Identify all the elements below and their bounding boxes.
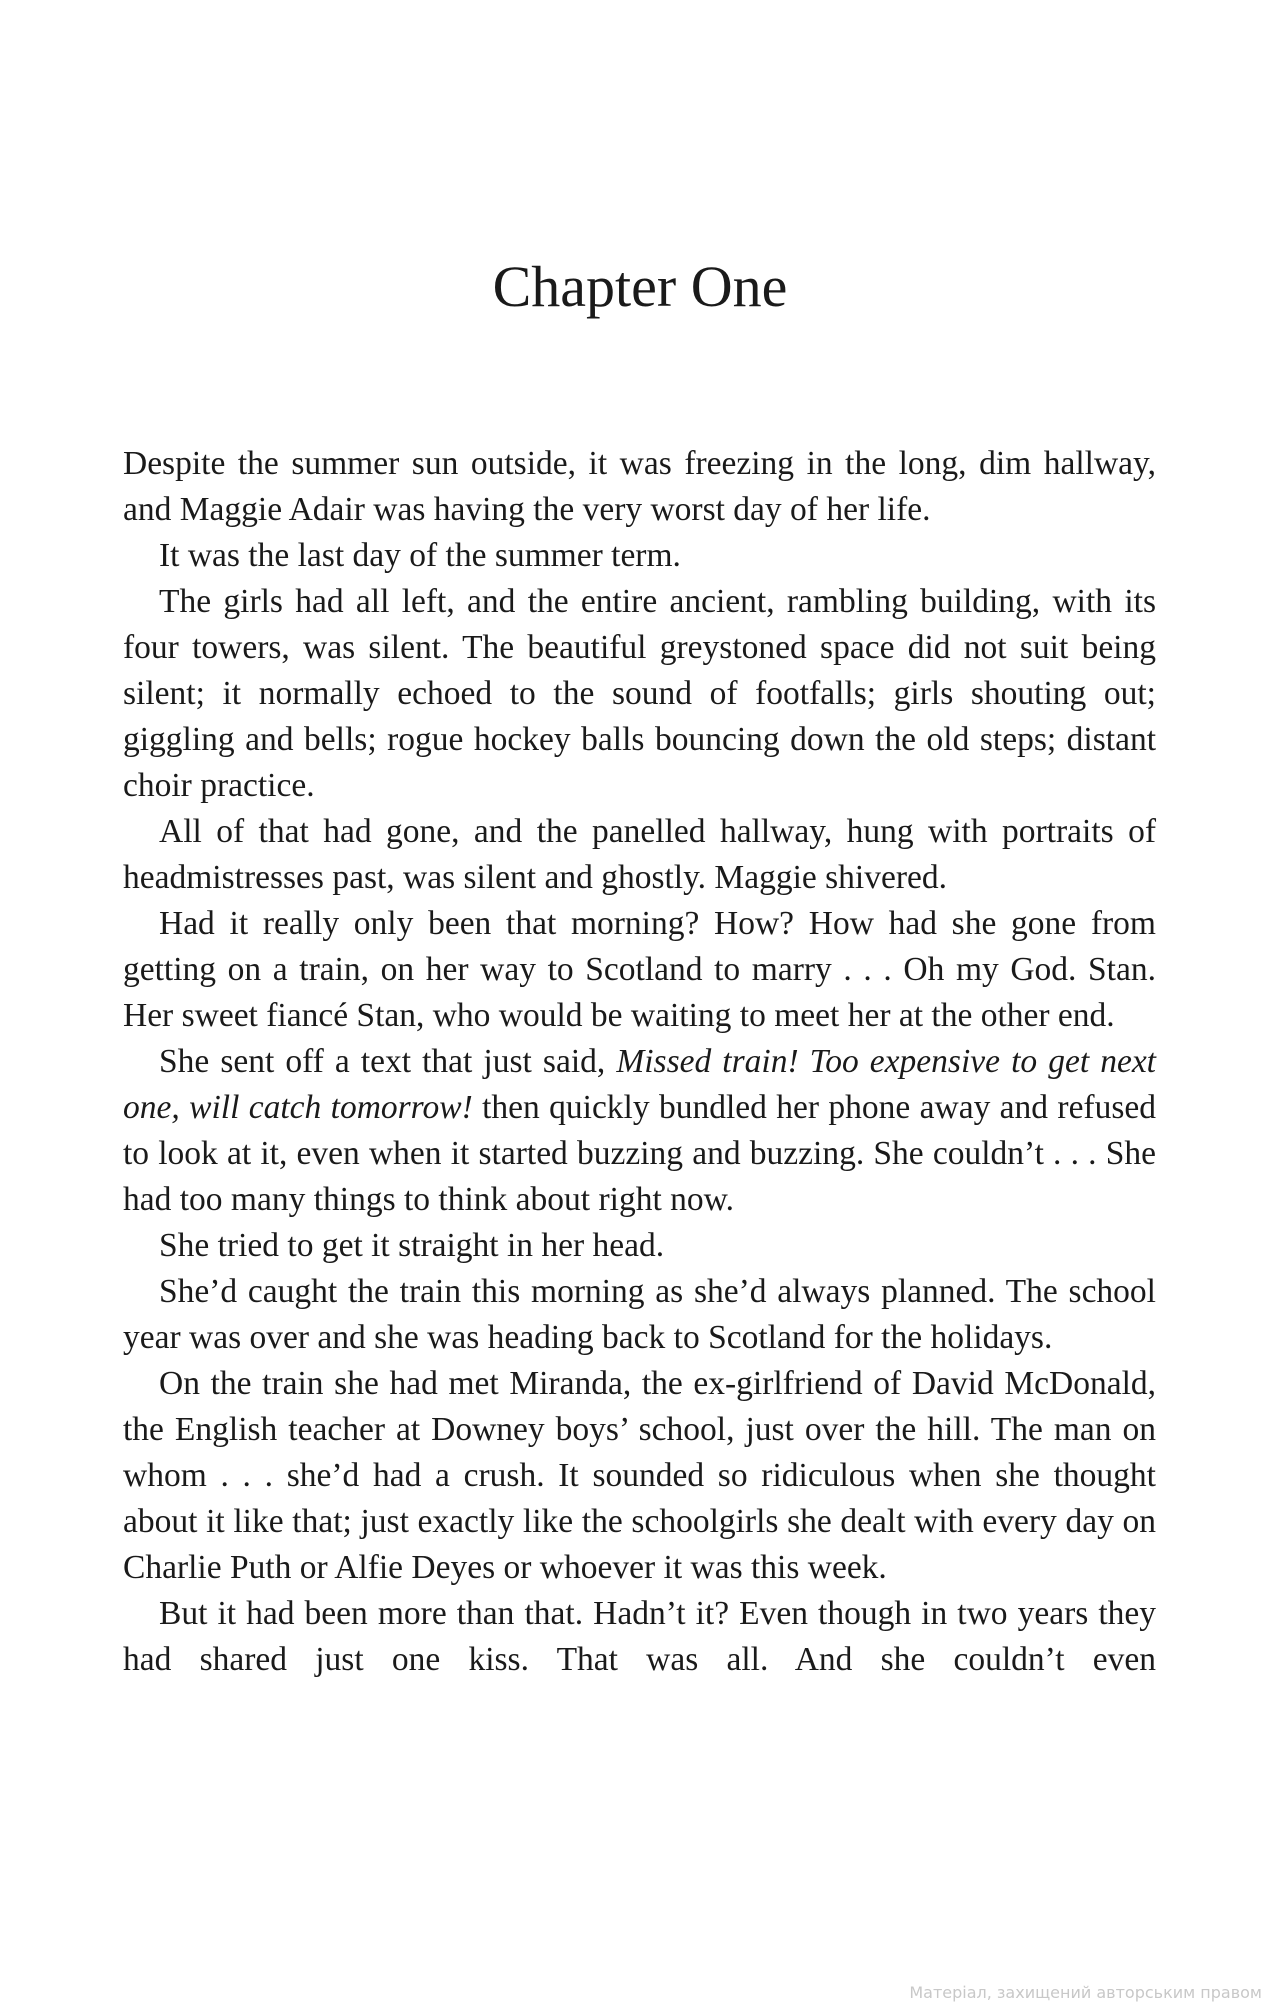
chapter-title: Chapter One	[492, 254, 788, 319]
paragraph-7: She tried to get it straight in her head.	[159, 1227, 665, 1264]
paragraph-6-rest: then quickly bundled her phone away and refused to look at it, even when it started buzzing and buzzing. She couldn’t . . . She had too many things to think about right now.	[123, 1089, 1156, 1218]
paragraph-9: On the train she had met Miranda, the ex-girlfriend of David McDonald, the English teacher at Downey boys’ school, just over the hill. The man on whom . . . she’d had a crush. It sounded so ridiculous when she thought about it like that; just exactly like the schoolgirls she dealt with every day on Charlie Puth or Alfie Deyes or whoever it was this week.	[123, 1365, 1156, 1586]
paragraph-4: All of that had gone, and the panelled hallway, hung with portraits of headmistresses past, was silent and ghostly. Maggie shivered.	[123, 813, 1156, 896]
paragraph-3: The girls had all left, and the entire ancient, rambling building, with its four towers, was silent. The beautiful greystoned space did not suit being silent; it normally echoed to the sound of footfalls; girls shouting out; giggling and bells; rogue hockey balls bouncing down the old steps; distant choir practice.	[123, 583, 1156, 804]
copyright-watermark: Матеріал, захищений авторським правом	[909, 1983, 1262, 2002]
paragraph-6	[123, 1039, 1156, 1223]
paragraph-5: Had it really only been that morning? How? How had she gone from getting on a train, on her way to Scotland to marry . . . Oh my God. Stan. Her sweet fiancé Stan, who would be waiting to meet her at the other end.	[123, 905, 1156, 1034]
paragraph-2: It was the last day of the summer term.	[159, 537, 681, 574]
paragraph-8: She’d caught the train this morning as she’d always planned. The school year was over and she was heading back to Scotland for the holidays.	[123, 1273, 1156, 1356]
text-message-quote: Missed train! Too expensive to get next one, will catch tomorrow!	[123, 1043, 1156, 1126]
paragraph-6-lead: She sent off a text that just said,	[159, 1043, 617, 1080]
paragraph-10: But it had been more than that. Hadn’t it? Even though in two years they had shared just one kiss. That was all. And she couldn’t even	[123, 1595, 1156, 1678]
paragraph-1: Despite the summer sun outside, it was freezing in the long, dim hallway, and Maggie Adair was having the very worst day of her life.	[123, 445, 1156, 528]
chapter-body	[123, 441, 1156, 1683]
